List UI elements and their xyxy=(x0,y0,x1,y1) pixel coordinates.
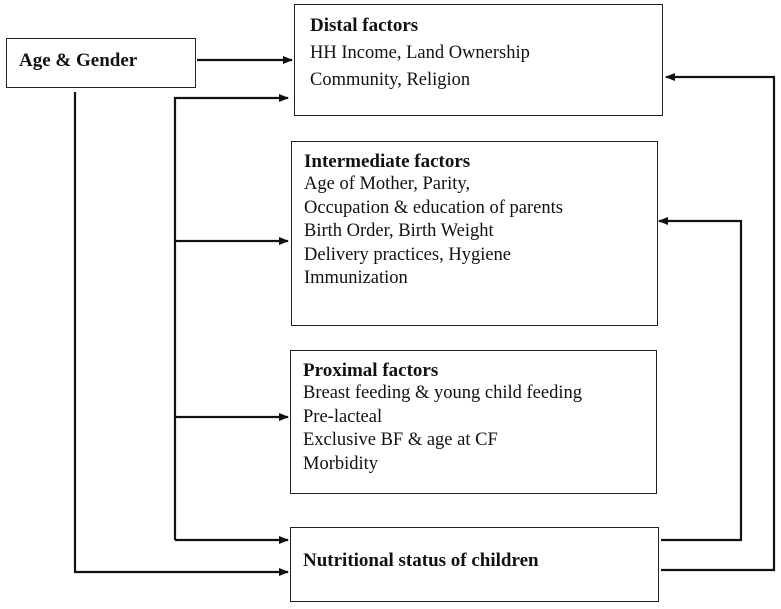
distal-factor-line: HH Income, Land Ownership xyxy=(310,43,530,63)
intermediate-factor-line: Occupation & education of parents xyxy=(304,197,563,218)
intermediate-factor-line: Immunization xyxy=(304,268,408,288)
intermediate-factor-line: Age of Mother, Parity, xyxy=(304,174,471,194)
proximal-factors-title: Proximal factors xyxy=(303,360,439,381)
arrow-age-to-outcome xyxy=(75,92,288,572)
intermediate-factor-line: Birth Order, Birth Weight xyxy=(304,221,494,241)
proximal-factor-line: Pre-lacteal xyxy=(303,406,383,427)
distal-factor-line: Community, Religion xyxy=(310,69,471,90)
intermediate-factors-title: Intermediate factors xyxy=(304,151,471,172)
proximal-factor-line: Morbidity xyxy=(303,453,379,474)
nutritional-status-label: Nutritional status of children xyxy=(303,549,539,571)
distal-factors-box xyxy=(294,4,663,116)
proximal-factor-line: Breast feeding & young child feeding xyxy=(303,383,582,403)
intermediate-factors-box xyxy=(291,141,658,326)
nutritional-status-box xyxy=(290,527,659,602)
age-gender-label: Age & Gender xyxy=(19,50,138,71)
intermediate-factor-line: Delivery practices, Hygiene xyxy=(304,244,512,265)
proximal-factor-line: Exclusive BF & age at CF xyxy=(303,430,498,450)
distal-factors-title: Distal factors xyxy=(310,15,419,36)
age-gender-box xyxy=(6,38,196,88)
arrow-outcome-to-distal xyxy=(661,77,774,570)
proximal-factors-box xyxy=(290,350,657,494)
arrow-outcome-to-intermediate xyxy=(659,221,741,540)
arrow-spine-to-distal xyxy=(175,98,288,540)
